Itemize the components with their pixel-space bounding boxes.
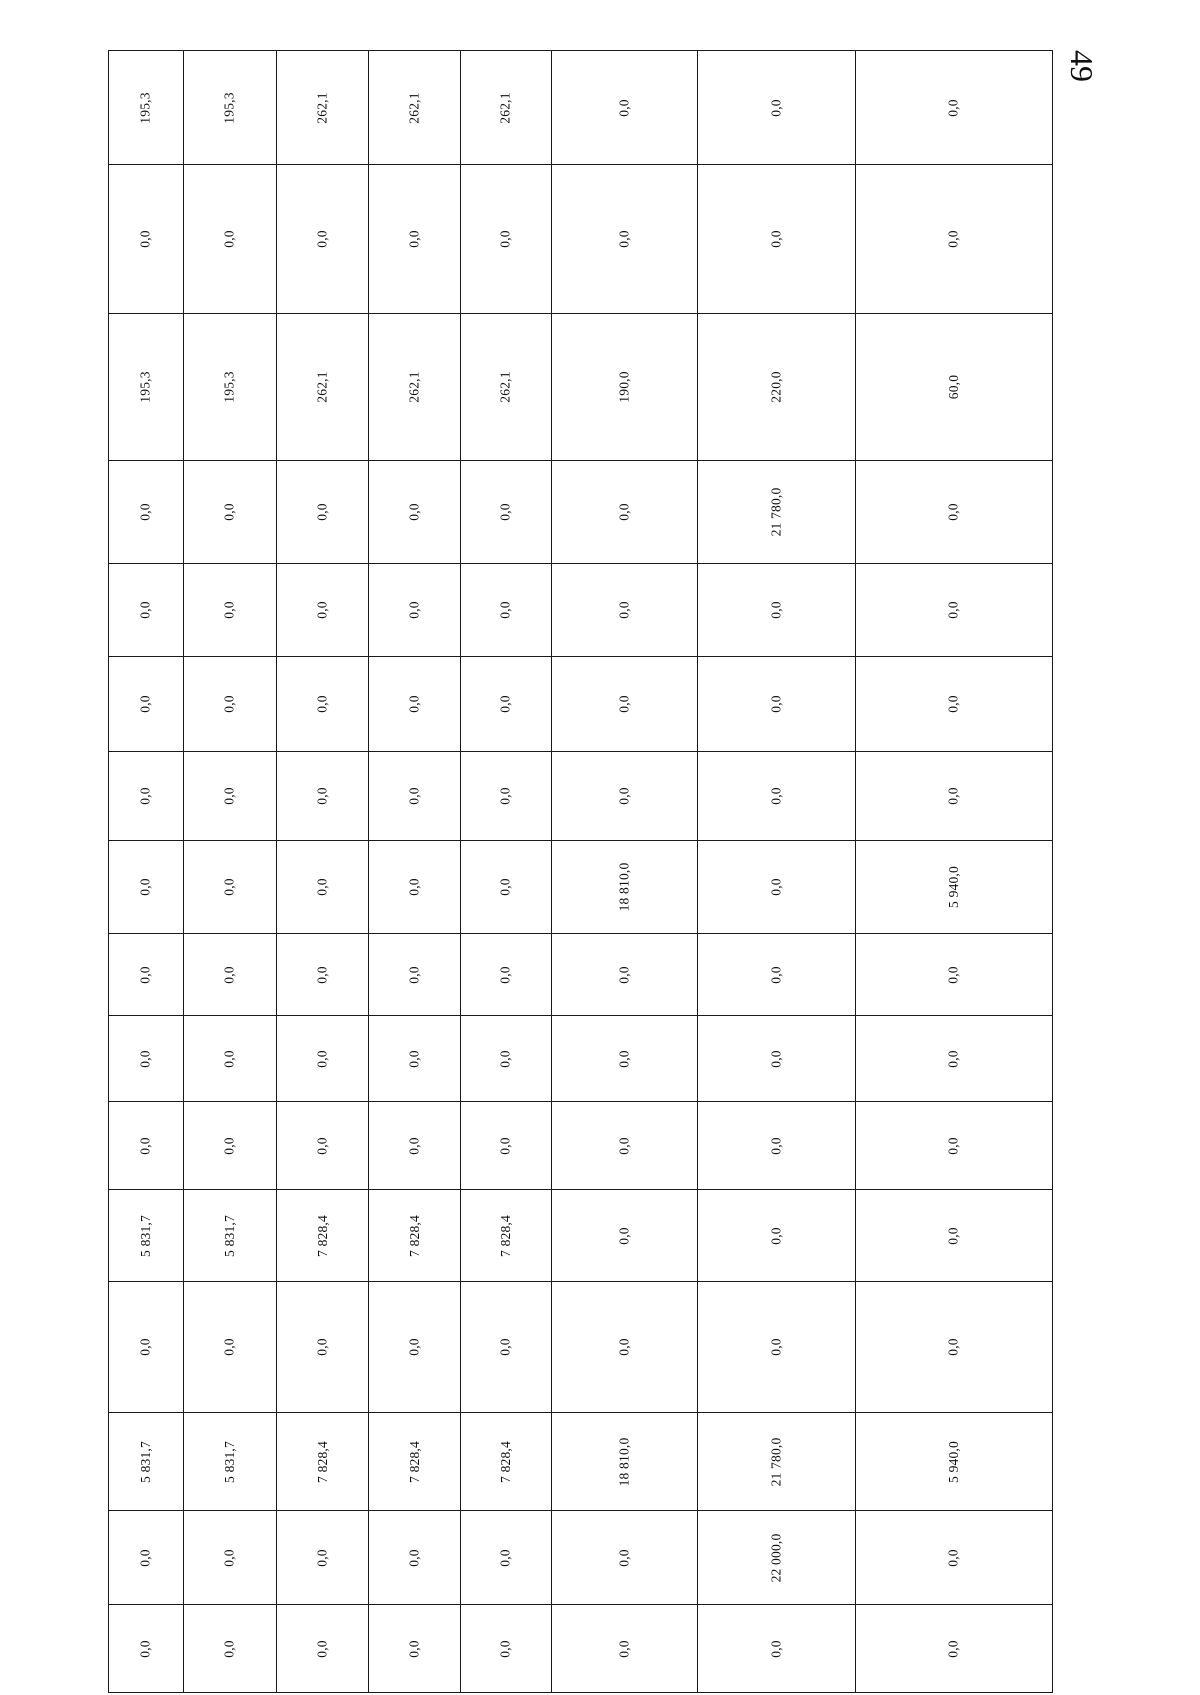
cell-value: 0,0 [406,878,422,896]
table-cell [108,840,184,934]
table-cell [368,563,461,657]
page-number: 49 [1064,50,1100,82]
table-cell [183,840,277,934]
cell-value: 0,0 [137,503,153,521]
table-cell [460,840,552,934]
table-cell [855,313,1053,461]
cell-value: 60,0 [946,374,961,400]
cell-value: 0,0 [221,503,237,521]
cell-value: 0,0 [221,1049,237,1068]
cell-value: 0,0 [497,695,513,713]
cell-value: 0,0 [221,1136,237,1155]
table-cell [276,1510,369,1605]
cell-value: 0,0 [945,230,961,248]
cell-value: 0,0 [616,98,632,117]
table-cell [368,313,461,461]
table-cell [551,1015,698,1102]
cell-value: 0,0 [314,230,330,248]
cell-value: 5 831,7 [138,1214,153,1257]
table-cell [276,164,369,314]
table-cell [276,460,369,564]
cell-value: 0,0 [406,787,422,805]
table-cell [855,50,1053,165]
table-cell [855,1189,1053,1282]
cell-value: 0,0 [137,1049,153,1068]
table-cell [276,1412,369,1511]
cell-value: 0,0 [314,1049,330,1068]
table-cell [697,1412,856,1511]
cell-value: 195,3 [222,371,237,403]
cell-value: 0,0 [221,878,237,896]
table-cell [697,1604,856,1693]
cell-value: 7 828,4 [406,1440,422,1483]
table-cell [276,751,369,841]
cell-value: 0,0 [616,695,632,713]
cell-value: 0,0 [137,1338,153,1356]
table-cell [368,1015,461,1102]
cell-value: 0,0 [768,787,784,805]
cell-value: 0,0 [221,965,237,984]
cell-value: 0,0 [945,601,961,619]
table-cell [276,1604,369,1693]
cell-value: 262,1 [498,371,513,403]
cell-value: 0,0 [768,1136,784,1155]
table-cell [855,933,1053,1016]
table-cell [697,563,856,657]
table-cell [460,1189,552,1282]
table-cell [368,1510,461,1605]
table-cell [276,50,369,165]
cell-value: 0,0 [768,1226,784,1245]
table-cell [108,1101,184,1190]
table-cell [368,933,461,1016]
cell-value: 0,0 [137,878,153,896]
cell-value: 0,0 [497,878,513,896]
table-cell [460,1015,552,1102]
table-cell [697,164,856,314]
table-cell [551,1412,698,1511]
cell-value: 0,0 [406,695,422,713]
table-cell [855,164,1053,314]
cell-value: 0,0 [497,1548,513,1567]
cell-value: 0,0 [945,503,961,521]
table-cell [108,164,184,314]
table-cell [697,1189,856,1282]
table-cell [276,656,369,752]
cell-value: 0,0 [616,965,632,984]
cell-value: 0,0 [497,230,513,248]
cell-value: 0,0 [314,695,330,713]
cell-value: 0,0 [314,1639,330,1658]
table-cell [183,1189,277,1282]
cell-value: 0,0 [616,1548,632,1567]
table-cell [108,1510,184,1605]
table-cell [183,1412,277,1511]
cell-value: 5 940,0 [946,1440,961,1483]
cell-value: 262,1 [314,371,330,403]
table-cell [183,933,277,1016]
table-cell [460,933,552,1016]
cell-value: 18 810,0 [616,862,632,912]
cell-value: 0,0 [768,1639,784,1658]
cell-value: 0,0 [945,1136,961,1155]
table-cell [108,50,184,165]
cell-value: 0,0 [137,1548,153,1567]
table-cell [697,933,856,1016]
cell-value: 0,0 [221,1639,237,1658]
table-cell [368,751,461,841]
cell-value: 0,0 [945,98,961,117]
cell-value: 0,0 [497,503,513,521]
cell-value: 0,0 [137,695,153,713]
cell-value: 262,1 [406,371,422,403]
cell-value: 0,0 [945,1226,961,1245]
cell-value: 0,0 [221,787,237,805]
cell-value: 0,0 [314,878,330,896]
cell-value: 0,0 [314,1548,330,1567]
cell-value: 0,0 [221,695,237,713]
table-cell [697,1015,856,1102]
table-cell [551,164,698,314]
table-cell [697,50,856,165]
cell-value: 5 940,0 [946,866,961,908]
cell-value: 7 828,4 [498,1440,513,1483]
cell-value: 22 000,0 [768,1533,784,1582]
cell-value: 0,0 [768,98,784,117]
cell-value: 0,0 [406,1338,422,1356]
table-cell [697,656,856,752]
cell-value: 0,0 [137,1639,153,1658]
cell-value: 0,0 [768,230,784,248]
table-cell [460,1604,552,1693]
table-cell [697,751,856,841]
table-cell [460,563,552,657]
table-cell [855,1412,1053,1511]
cell-value: 0,0 [137,965,153,984]
table-cell [276,1101,369,1190]
cell-value: 0,0 [768,601,784,619]
cell-value: 0,0 [497,601,513,619]
cell-value: 0,0 [768,695,784,713]
cell-value: 0,0 [221,1338,237,1356]
cell-value: 195,3 [138,91,153,124]
cell-value: 0,0 [406,1639,422,1658]
cell-value: 0,0 [945,965,961,984]
table-cell [368,50,461,165]
table-cell [855,751,1053,841]
table-cell [855,460,1053,564]
cell-value: 0,0 [616,601,632,619]
cell-value: 5 831,7 [222,1214,237,1257]
cell-value: 0,0 [616,1136,632,1155]
table-cell [551,1281,698,1413]
cell-value: 262,1 [498,91,513,124]
cell-value: 195,3 [222,91,237,124]
table-cell [697,1510,856,1605]
cell-value: 0,0 [221,601,237,619]
cell-value: 0,0 [221,230,237,248]
table-cell [697,1101,856,1190]
table-cell [460,751,552,841]
table-cell [183,656,277,752]
table-cell [551,656,698,752]
cell-value: 0,0 [945,1548,961,1567]
table-cell [108,1281,184,1413]
table-cell [276,313,369,461]
cell-value: 0,0 [616,1639,632,1658]
cell-value: 190,0 [616,371,632,403]
table-cell [855,656,1053,752]
table-cell [276,1281,369,1413]
cell-value: 0,0 [314,1136,330,1155]
table-cell [183,313,277,461]
cell-value: 0,0 [945,1049,961,1068]
cell-value: 0,0 [314,503,330,521]
cell-value: 0,0 [945,695,961,713]
table-cell [551,840,698,934]
cell-value: 21 780,0 [768,487,784,537]
table-cell [108,313,184,461]
cell-value: 0,0 [768,965,784,984]
table-cell [276,1189,369,1282]
table-cell [183,563,277,657]
table-cell [183,460,277,564]
table-cell [551,313,698,461]
table-cell [368,1101,461,1190]
cell-value: 0,0 [314,965,330,984]
table-cell [368,164,461,314]
table-cell [460,460,552,564]
table-cell [183,50,277,165]
table-cell [855,1510,1053,1605]
cell-value: 0,0 [406,503,422,521]
cell-value: 0,0 [945,1338,961,1356]
table-cell [368,1281,461,1413]
cell-value: 0,0 [497,1049,513,1068]
table-cell [551,1604,698,1693]
table-cell [855,1281,1053,1413]
table-cell [183,164,277,314]
cell-value: 0,0 [406,230,422,248]
table-cell [460,50,552,165]
cell-value: 5 831,7 [222,1440,237,1483]
table-cell [276,563,369,657]
table-cell [276,933,369,1016]
cell-value: 0,0 [314,1338,330,1356]
cell-value: 0,0 [314,787,330,805]
cell-value: 0,0 [616,503,632,521]
cell-value: 0,0 [616,1049,632,1068]
table-cell [183,751,277,841]
cell-value: 0,0 [406,1049,422,1068]
cell-value: 0,0 [616,1338,632,1356]
cell-value: 0,0 [945,1639,961,1658]
cell-value: 18 810,0 [616,1437,632,1486]
cell-value: 0,0 [497,1136,513,1155]
table-cell [183,1015,277,1102]
table-cell [368,1604,461,1693]
table-cell [855,840,1053,934]
cell-value: 0,0 [406,1548,422,1567]
cell-value: 0,0 [497,1338,513,1356]
cell-value: 0,0 [497,965,513,984]
table-cell [108,1604,184,1693]
table-cell [108,1412,184,1511]
cell-value: 0,0 [406,965,422,984]
table-cell [855,1604,1053,1693]
table-cell [551,1101,698,1190]
table-cell [108,1189,184,1282]
table-cell [108,1015,184,1102]
cell-value: 0,0 [221,1548,237,1567]
cell-value: 0,0 [497,1639,513,1658]
cell-value: 0,0 [768,878,784,896]
table-cell [183,1510,277,1605]
table-cell [551,1189,698,1282]
table-cell [697,313,856,461]
table-cell [368,1412,461,1511]
table-cell [460,656,552,752]
cell-value: 0,0 [137,601,153,619]
cell-value: 0,0 [768,1049,784,1068]
table-cell [855,563,1053,657]
cell-value: 0,0 [406,601,422,619]
table-cell [108,563,184,657]
table-cell [551,460,698,564]
table-cell [551,1510,698,1605]
table-cell [368,656,461,752]
cell-value: 220,0 [768,371,784,403]
table-cell [855,1101,1053,1190]
table-cell [368,840,461,934]
table-cell [460,1412,552,1511]
table-cell [276,840,369,934]
table-cell [551,563,698,657]
table-cell [183,1281,277,1413]
cell-value: 0,0 [616,1226,632,1245]
table-cell [108,656,184,752]
cell-value: 0,0 [945,787,961,805]
cell-value: 7 828,4 [498,1214,513,1257]
cell-value: 262,1 [314,91,330,124]
table-cell [276,1015,369,1102]
cell-value: 5 831,7 [138,1440,153,1483]
cell-value: 0,0 [497,787,513,805]
cell-value: 0,0 [406,1136,422,1155]
cell-value: 0,0 [314,601,330,619]
table-cell [697,1281,856,1413]
table-cell [460,1281,552,1413]
table-cell [551,933,698,1016]
cell-value: 0,0 [616,787,632,805]
table-cell [183,1604,277,1693]
table-cell [460,164,552,314]
cell-value: 262,1 [406,91,422,124]
table-cell [551,751,698,841]
table-cell [460,313,552,461]
table-cell [460,1510,552,1605]
table-cell [108,751,184,841]
table-cell [551,50,698,165]
table-cell [855,1015,1053,1102]
table-cell [108,933,184,1016]
table-cell [183,1101,277,1190]
cell-value: 7 828,4 [406,1214,422,1257]
cell-value: 0,0 [616,230,632,248]
cell-value: 21 780,0 [768,1437,784,1486]
table-cell [368,460,461,564]
cell-value: 0,0 [137,1136,153,1155]
cell-value: 0,0 [137,787,153,805]
cell-value: 7 828,4 [314,1440,330,1483]
table-cell [368,1189,461,1282]
table-cell [108,460,184,564]
table-cell [697,460,856,564]
cell-value: 0,0 [137,230,153,248]
cell-value: 195,3 [138,371,153,403]
table-cell [697,840,856,934]
cell-value: 0,0 [768,1338,784,1356]
cell-value: 7 828,4 [314,1214,330,1257]
table-cell [460,1101,552,1190]
